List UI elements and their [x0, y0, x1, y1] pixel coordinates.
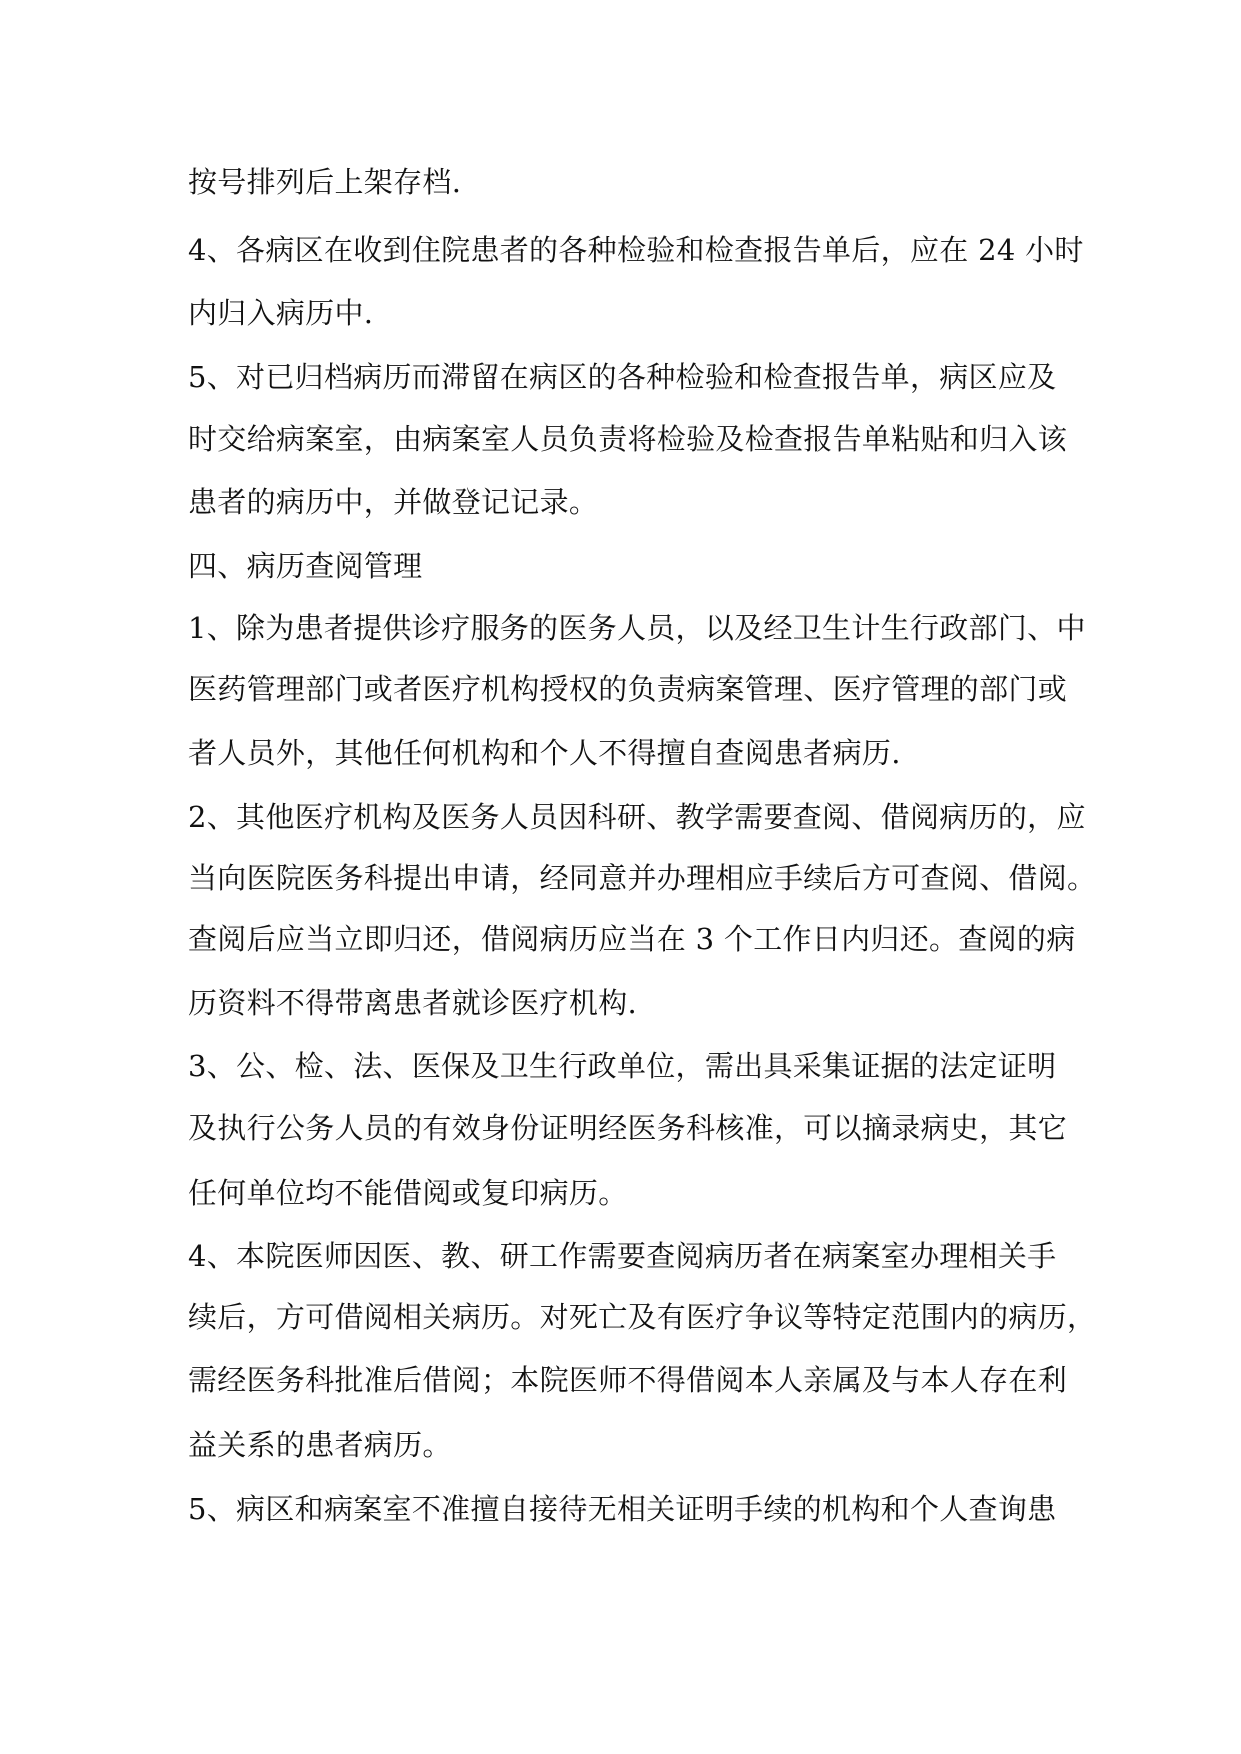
text-line: 4、各病区在收到住院患者的各种检验和检查报告单后，应在 24 小时	[188, 233, 1084, 267]
text-line: 按号排列后上架存档.	[188, 165, 462, 199]
text-line: 续后，方可借阅相关病历。对死亡及有医疗争议等特定范围内的病历，	[188, 1300, 1097, 1334]
text-line: 历资料不得带离患者就诊医疗机构.	[188, 986, 638, 1020]
text-line: 3、公、检、法、医保及卫生行政单位，需出具采集证据的法定证明	[188, 1049, 1057, 1083]
text-line: 内归入病历中.	[188, 296, 374, 330]
text-line: 5、病区和病案室不准擅自接待无相关证明手续的机构和个人查询患	[188, 1492, 1057, 1526]
text-line: 及执行公务人员的有效身份证明经医务科核准，可以摘录病史，其它	[188, 1111, 1068, 1145]
text-line: 1、除为患者提供诊疗服务的医务人员，以及经卫生计生行政部门、中	[188, 611, 1086, 645]
text-line: 时交给病案室，由病案室人员负责将检验及检查报告单粘贴和归入该	[188, 422, 1068, 456]
text-line: 4、本院医师因医、教、研工作需要查阅病历者在病案室办理相关手	[188, 1239, 1057, 1273]
text-line: 查阅后应当立即归还，借阅病历应当在 3 个工作日内归还。查阅的病	[188, 922, 1076, 956]
text-line: 者人员外，其他任何机构和个人不得擅自查阅患者病历.	[188, 736, 901, 770]
text-line: 任何单位均不能借阅或复印病历。	[188, 1176, 628, 1210]
document-body	[188, 150, 1097, 1540]
text-line: 当向医院医务科提出申请，经同意并办理相应手续后方可查阅、借阅。	[188, 861, 1097, 895]
text-line: 需经医务科批准后借阅；本院医师不得借阅本人亲属及与本人存在利	[188, 1363, 1068, 1397]
text-line: 2、其他医疗机构及医务人员因科研、教学需要查阅、借阅病历的，应	[188, 800, 1086, 834]
text-line: 益关系的患者病历。	[188, 1428, 452, 1462]
text-line: 5、对已归档病历而滞留在病区的各种检验和检查报告单，病区应及	[188, 360, 1057, 394]
text-line: 医药管理部门或者医疗机构授权的负责病案管理、医疗管理的部门或	[188, 672, 1068, 706]
text-line: 患者的病历中，并做登记记录。	[188, 485, 599, 519]
section-heading: 四、病历查阅管理	[188, 549, 423, 583]
